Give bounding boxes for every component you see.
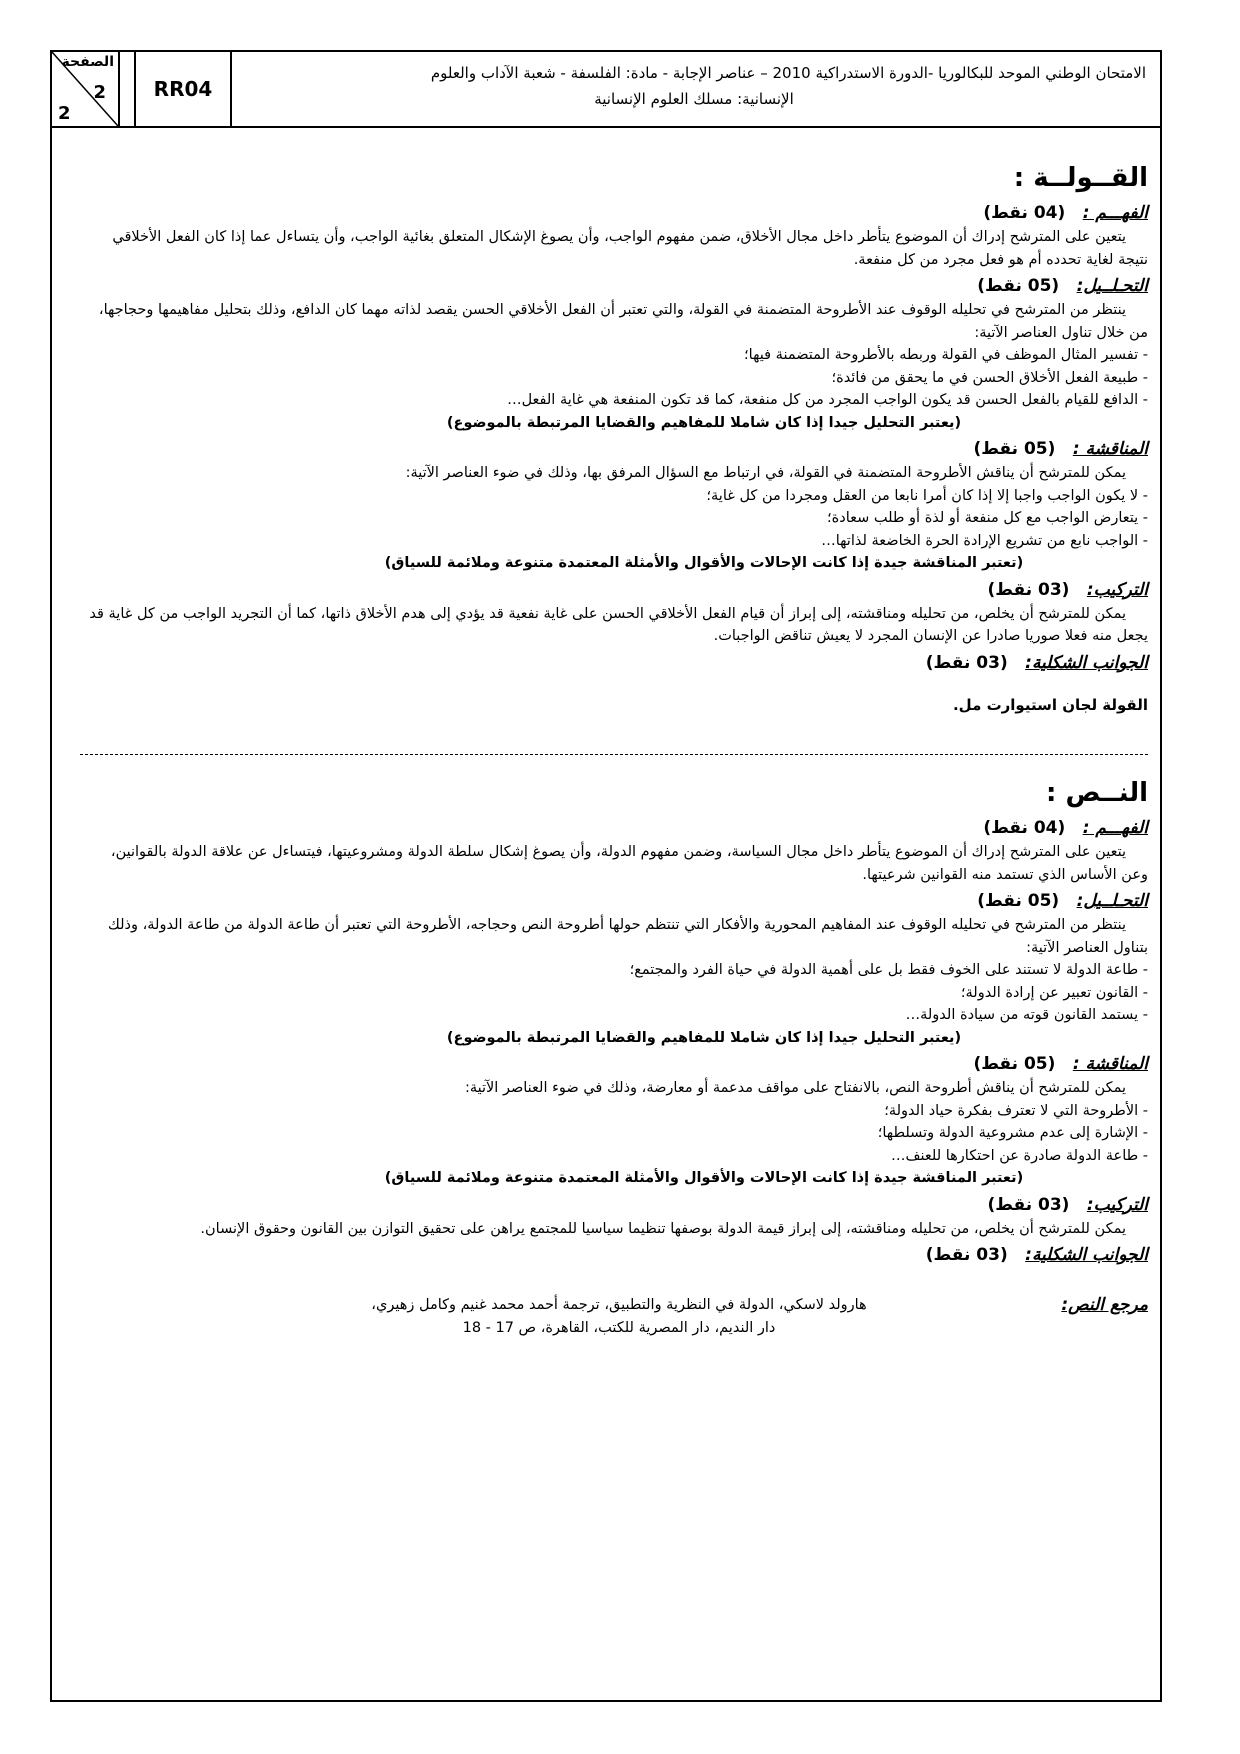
answer-content: [80, 150, 1148, 1339]
list-item: - الإشارة إلى عدم مشروعية الدولة وتسلطها؛: [877, 1125, 1148, 1141]
list-item: - تفسير المثال الموظف في القولة وربطه بالأطروحة المتضمنة فيها؛: [744, 347, 1148, 363]
quote-analysis-text: ينتظر من المترشح في تحليله الوقوف عند الأطروحة المتضمنة في القولة، والتي تعتبر أن الفعل الأخلاقي الحسن يقصد لذاته مهما كان الدافع، وذلك بتحليل مفاهيمها وحجاجها، من خلال تناول العناصر الآتية:: [98, 302, 1148, 341]
heading-name: المناقشة :: [1072, 1054, 1148, 1074]
reference-label: مرجع النص:: [1061, 1295, 1148, 1315]
exam-title-line2: الإنسانية: مسلك العلوم الإنسانية: [594, 90, 794, 108]
heading-points: (04 نقط): [983, 818, 1066, 838]
quote-section-title: القــولــة :: [1013, 163, 1148, 193]
text-understanding-text: يتعين على المترشح إدراك أن الموضوع يتأطر داخل مجال السياسة، وضمن مفهوم الدولة، وأن يصوغ إشكال سلطة الدولة ومشروعيتها، فيتساءل عن علاقة الدولة بالقوانين، وعن الأساس الذي تستمد منه القوانين شرعيتها.: [110, 844, 1148, 883]
list-item: - الأطروحة التي لا تعترف بفكرة حياد الدولة؛: [884, 1102, 1148, 1119]
quote-understanding-text: يتعين على المترشح إدراك أن الموضوع يتأطر داخل مجال الأخلاق، ضمن مفهوم الواجب، وأن يصوغ الإشكال المتعلق بغائية الواجب، وأن يتساءل عما إذا كان الفعل الأخلاقي نتيجة لغاية تحدده أم هو فعل مجرد من كل منفعة.: [112, 229, 1148, 268]
heading-points: (05 نقط): [973, 1054, 1056, 1074]
page-total: 2: [58, 103, 71, 124]
heading-name: التحـلــيل:: [1076, 276, 1148, 296]
quote-discussion-text: يمكن للمترشح أن يناقش الأطروحة المتضمنة في القولة، في ارتباط مع السؤال المرفق بها، وذلك في ضوء العناصر الآتية:: [405, 465, 1126, 481]
list-item: - طاعة الدولة صادرة عن احتكارها للعنف…: [891, 1147, 1148, 1164]
text-section-title: النــص :: [1046, 778, 1148, 808]
text-understanding-heading: [80, 815, 1148, 841]
heading-points: (05 نقط): [977, 891, 1060, 911]
heading-name: الفهـــم :: [1082, 203, 1148, 223]
quote-discussion-heading: [80, 436, 1148, 462]
list-item: - لا يكون الواجب واجبا إلا إذا كان أمرا نابعا من العقل ومجردا من كل غاية؛: [706, 487, 1148, 504]
exam-title: [232, 52, 1160, 126]
heading-name: التركيب:: [1086, 579, 1148, 600]
text-analysis-text: ينتظر من المترشح في تحليله الوقوف عند المفاهيم المحورية والأفكار التي تنتظم حولها أطروحة النص وحجاجه، الأطروحة التي تعتبر أن طاعة الدولة من طاعة الدولة، وذلك بتناول العناصر الآتية:: [107, 917, 1148, 956]
text-analysis-heading: [80, 888, 1148, 914]
quote-analysis-heading: [80, 273, 1148, 299]
list-item: - طبيعة الفعل الأخلاق الحسن في ما يحقق من فائدة؛: [831, 369, 1148, 386]
quote-synthesis-heading: [80, 577, 1148, 603]
heading-points: (04 نقط): [983, 203, 1066, 223]
reference-line1: هارولد لاسكي، الدولة في النظرية والتطبيق، ترجمة أحمد محمد غنيم وكامل زهيري،: [371, 1297, 867, 1313]
text-reference: [80, 1294, 1148, 1339]
reference-line2: دار النديم، دار المصرية للكتب، القاهرة، ص 17 - 18: [462, 1319, 776, 1336]
quote-synthesis-text: يمكن للمترشح أن يخلص، من تحليله ومناقشته، إلى إبراز أن قيام الفعل الأخلاقي الحسن على غاية نفعية قد يؤدي إلى هدم الأخلاق ذاتها، كما أن التجريد الواجب من كل غاية قد يجعل منه فعلا صوريا صادرا عن الإنسان المجرد لا يعيش تناقض الواجبات.: [89, 605, 1148, 644]
quote-discussion-verdict: (تعتبر المناقشة جيدة إذا كانت الإحالات والأقوال والأمثلة المعتمدة متنوعة وملائمة للسياق): [384, 555, 1024, 571]
exam-code: RR04: [134, 52, 232, 126]
text-discussion-heading: [80, 1051, 1148, 1077]
quote-source: القولة لجان استيوارت مل.: [952, 695, 1148, 714]
heading-name: التحـلــيل:: [1076, 891, 1148, 911]
heading-name: الجوانب الشكلية:: [1025, 1245, 1148, 1265]
list-item: - يتعارض الواجب مع كل منفعة أو لذة أو طلب سعادة؛: [827, 510, 1148, 526]
heading-name: التركيب:: [1086, 1194, 1148, 1215]
page-number: 2: [93, 82, 106, 103]
heading-points: (05 نقط): [973, 439, 1056, 459]
text-discussion-text: يمكن للمترشح أن يناقش أطروحة النص، بالانفتاح على مواقف مدعمة أو معارضة، وذلك في ضوء العناصر الآتية:: [464, 1080, 1126, 1096]
list-item: - يستمد القانون قوته من سيادة الدولة…: [905, 1007, 1148, 1023]
text-analysis-verdict: (يعتبر التحليل جيدا إذا كان شاملا للمفاهيم والقضايا المرتبطة بالموضوع): [446, 1029, 962, 1046]
heading-points: (05 نقط): [977, 276, 1060, 296]
text-discussion-verdict: (تعتبر المناقشة جيدة إذا كانت الإحالات والأقوال والأمثلة المعتمدة متنوعة وملائمة للسياق): [384, 1170, 1024, 1186]
heading-points: (03 نقط): [987, 1194, 1070, 1215]
text-synthesis-heading: [80, 1192, 1148, 1218]
page-label: الصفحة: [61, 54, 114, 70]
exam-title-line1: الامتحان الوطني الموحد للبكالوريا -الدورة الاستدراكية 2010 – عناصر الإجابة - مادة: الفلسفة - شعبة الآداب والعلوم: [430, 64, 1146, 82]
heading-points: (03 نقط): [925, 1245, 1008, 1265]
list-item: - الواجب نابع من تشريع الإرادة الحرة الخاضعة لذاتها…: [821, 532, 1148, 549]
list-item: - الدافع للقيام بالفعل الحسن قد يكون الواجب المجرد من كل منفعة، كما قد تكون المنفعة هي غاية الفعل…: [507, 392, 1148, 408]
list-item: - طاعة الدولة لا تستند على الخوف فقط بل على أهمية الدولة في حياة الفرد والمجتمع؛: [629, 962, 1148, 978]
list-item: - القانون تعبير عن إرادة الدولة؛: [960, 984, 1148, 1001]
reference-text: [80, 1294, 998, 1339]
heading-name: الجوانب الشكلية:: [1025, 652, 1148, 673]
heading-points: (03 نقط): [925, 652, 1008, 673]
page-header: [50, 50, 1162, 128]
quote-formal-heading: [80, 650, 1148, 676]
section-divider: [80, 754, 1148, 755]
heading-name: الفهـــم :: [1082, 818, 1148, 838]
text-formal-heading: [80, 1242, 1148, 1268]
heading-points: (03 نقط): [987, 579, 1070, 600]
text-synthesis-text: يمكن للمترشح أن يخلص، من تحليله ومناقشته، إلى إبراز قيمة الدولة بوصفها تنظيما سياسيا للمجتمع يراهن على تحقيق التوازن بين القانون وحقوق الإنسان.: [200, 1220, 1126, 1237]
page-number-box: [52, 52, 120, 126]
heading-name: المناقشة :: [1072, 439, 1148, 459]
quote-analysis-verdict: (يعتبر التحليل جيدا إذا كان شاملا للمفاهيم والقضايا المرتبطة بالموضوع): [446, 414, 962, 431]
quote-understanding-heading: [80, 200, 1148, 226]
